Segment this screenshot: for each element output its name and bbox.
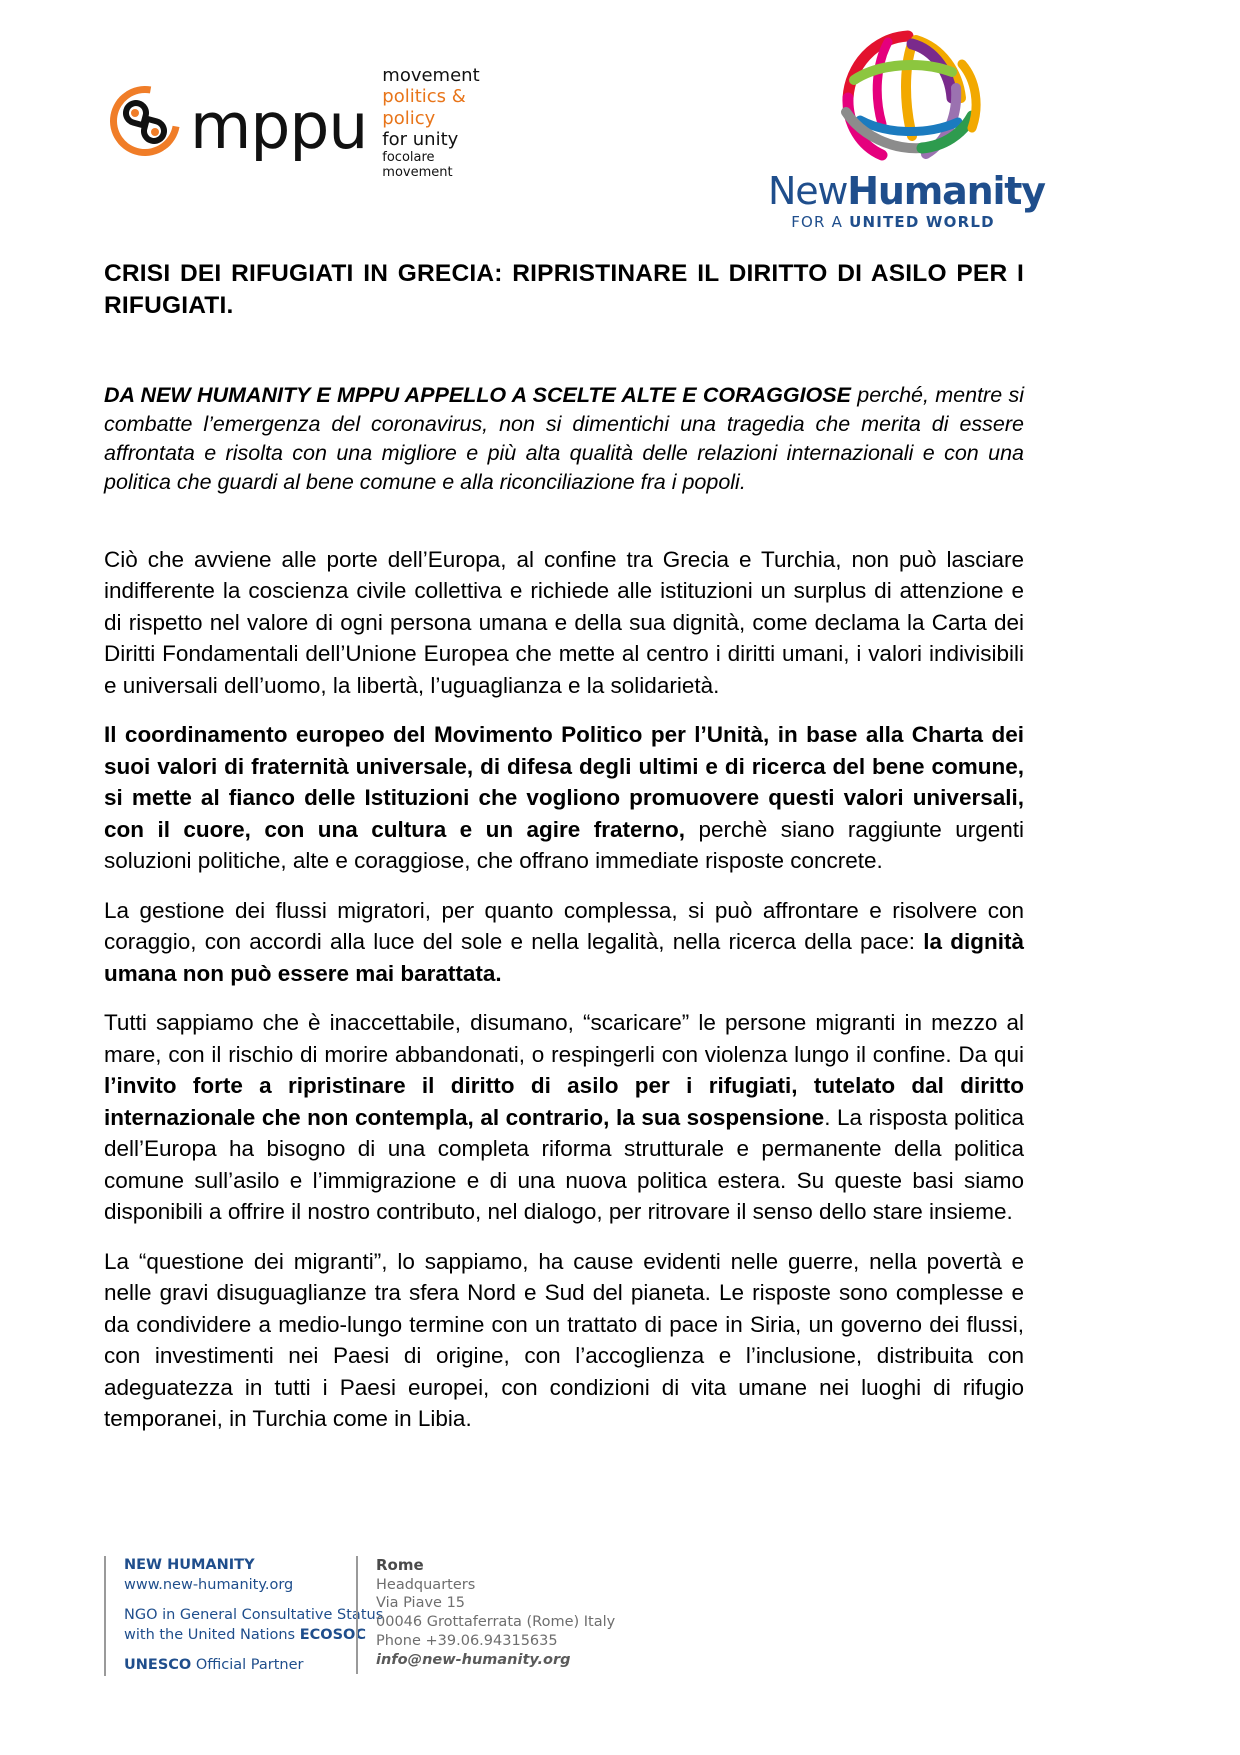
document-content — [104, 258, 1024, 1453]
mppu-tagline-line-1: movement — [382, 65, 480, 87]
mppu-tagline-line-4: focolare movement — [382, 150, 453, 181]
body-paragraphs — [104, 544, 1024, 1435]
new-humanity-name-part-2: Humanity — [847, 169, 1045, 213]
footer-status-ecosoc: ECOSOC — [299, 1626, 366, 1643]
footer-org-name: NEW HUMANITY — [124, 1557, 255, 1573]
paragraph-text-segment: Tutti sappiamo che è inaccettabile, disumano, “scaricare” le persone migranti in mezzo al mare, con il rischio di morire abbandonati, o respingerli con violenza lungo il confine. Da qui — [104, 1010, 1024, 1067]
mppu-logo-mark-icon — [108, 84, 186, 162]
mppu-tagline-line-2: politics & policy — [382, 86, 466, 129]
new-humanity-tagline-bold: UNITED WORLD — [849, 213, 995, 231]
footer-status-line-1: NGO in General Consultative Status — [124, 1607, 384, 1624]
lead-bold-text: DA NEW HUMANITY E MPPU APPELLO A SCELTE ALTE E CORAGGIOSE — [104, 382, 851, 407]
footer-partner-plain: Official Partner — [191, 1657, 304, 1674]
new-humanity-wordmark — [768, 169, 1045, 231]
footer-phone: Phone +39.06.94315635 — [376, 1633, 558, 1650]
footer-address-column — [356, 1556, 796, 1674]
paragraph-bold-segment: Il coordinamento europeo del Movimento Politico per l’Unità, in base alla Charta dei suoi valori di fraternità universale, di difesa degli ultimi e di ricerca del bene comune, si mette al fianco delle Istituzioni che vogliono promuovere questi valori universali, con il cuore, con una cultura e un agire fraterno, — [104, 722, 1024, 842]
paragraph-bold-segment: la dignità umana non può essere mai barattata. — [104, 929, 1025, 986]
body-paragraph — [104, 1246, 1024, 1435]
paragraph-text-segment: . La risposta politica dell’Europa ha bisogno di una completa riforma strutturale e permanente della politica comune sull’asilo e l’immigrazione e di una nuova politica estera. Su queste basi siamo disponibili a offrire il nostro contributo, nel dialogo, per ritrovare il senso dello stare insieme. — [104, 1104, 1025, 1225]
body-paragraph — [104, 1007, 1024, 1228]
footer-status-plain: with the United Nations — [124, 1626, 300, 1643]
lead-rest-text: perché, mentre si combatte l’emergenza del coronavirus, non si dimentichi una tragedia che merita di essere affrontata e risolta con una migliore e più alta qualità delle relazioni internazionali e con una politica che guardi al bene comune e alla riconciliazione fra i popoli. — [104, 382, 1024, 495]
footer-website[interactable]: www.new-humanity.org — [124, 1576, 294, 1593]
page-title: CRISI DEI RIFUGIATI IN GRECIA: RIPRISTINARE IL DIRITTO DI ASILO PER I RIFUGIATI. — [104, 260, 1024, 320]
paragraph-text-segment: La gestione dei flussi migratori, per quanto complessa, si può affrontare e risolvere con coraggio, con accordi alla luce del sole e nella legalità, nella ricerca della pace: — [104, 897, 1024, 955]
footer-postal: 00046 Grottaferrata (Rome) Italy — [376, 1614, 616, 1631]
mppu-tagline-line-3: for unity — [382, 128, 459, 150]
document-footer — [104, 1556, 1024, 1706]
paragraph-text-segment: perchè siano raggiunte urgenti soluzioni politiche, alte e coraggiose, che offrano immediate risposte concrete. — [104, 816, 1024, 874]
footer-email[interactable]: info@new-humanity.org — [376, 1651, 571, 1668]
paragraph-text-segment: Ciò che avviene alle porte dell’Europa, al confine tra Grecia e Turchia, non può lasciare indifferente la coscienza civile collettiva e richiede alle istituzioni un surplus di attenzione e di rispetto nel valore di ogni persona umana e della sua dignità, come declama la Carta dei Diritti Fondamentali dell’Unione Europea che mette al centro i diritti umani, i valori indivisibili e universali dell’uomo, la libertà, l’uguaglianza e la solidarietà. — [104, 546, 1024, 698]
body-paragraph — [104, 895, 1024, 990]
new-humanity-name-part-1: New — [768, 169, 848, 213]
mppu-tagline — [382, 65, 479, 181]
footer-city: Rome — [376, 1556, 424, 1574]
new-humanity-globe-icon — [816, 24, 996, 174]
body-paragraph — [104, 719, 1024, 877]
mppu-wordmark: mppu — [190, 89, 368, 163]
paragraph-text-segment: La “questione dei migranti”, lo sappiamo, ha cause evidenti nelle guerre, nella povertà e nelle gravi disuguaglianze tra sfera Nord e Sud del pianeta. Le risposte sono complesse e da condividere a medio-lungo termine con un trattato di pace in Siria, un governo dei flussi, con investimenti nei Paesi di origine, con l’accoglienza e l’inclusione, distribuita con adeguatezza in tutti i Paesi europei, con condizioni di vita umane nei luoghi di rifugio temporanei, in Turchia come in Libia. — [104, 1248, 1024, 1432]
body-paragraph — [104, 544, 1024, 702]
lead-paragraph — [104, 381, 1024, 498]
mppu-logo — [108, 65, 480, 181]
footer-partner-unesco: UNESCO — [124, 1657, 192, 1674]
new-humanity-logo — [768, 24, 1045, 231]
document-header — [0, 0, 1240, 250]
footer-street: Via Piave 15 — [376, 1595, 466, 1612]
paragraph-bold-segment: l’invito forte a ripristinare il diritto di asilo per i rifugiati, tutelato dal diritto internazionale che non contempla, al contrario, la sua sospensione — [104, 1073, 1024, 1130]
footer-role: Headquarters — [376, 1576, 476, 1593]
new-humanity-tagline-plain: FOR A — [791, 213, 850, 231]
